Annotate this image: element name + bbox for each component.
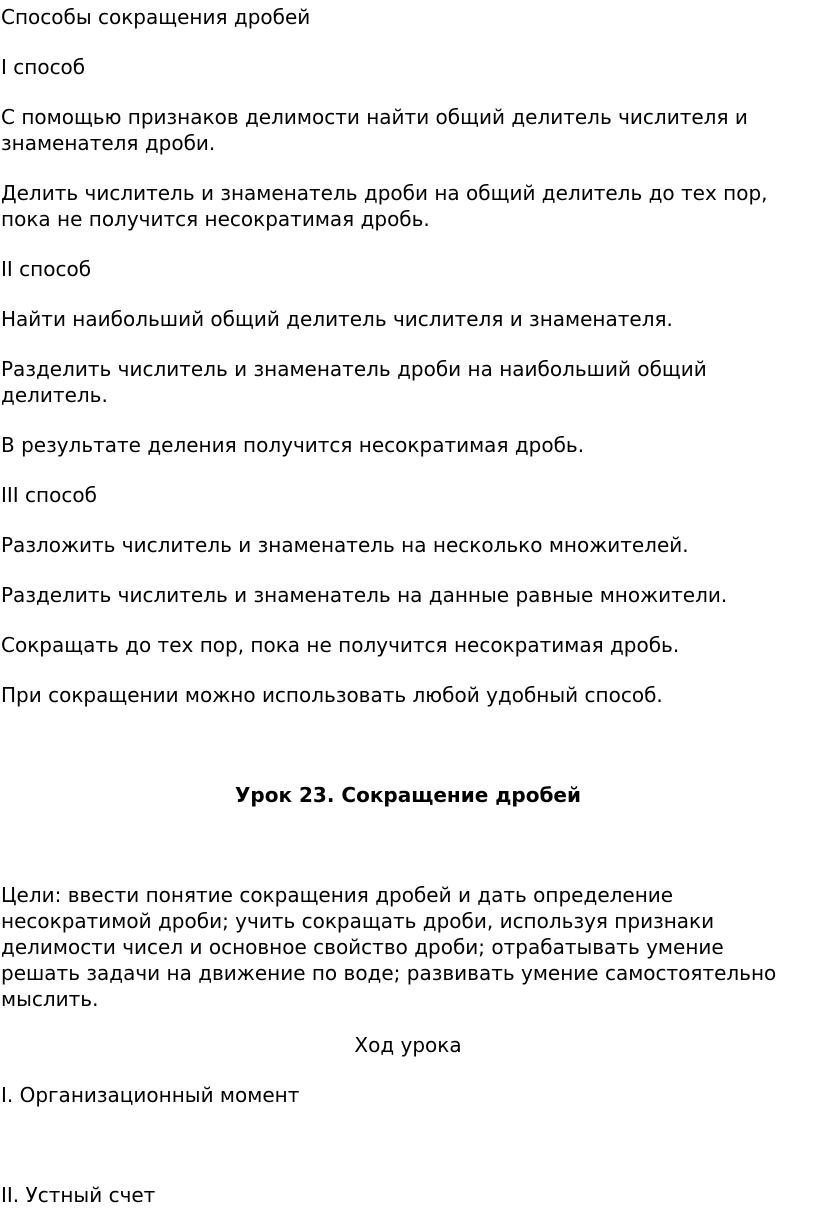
goals-line-1: Цели: ввести понятие сокращения дробей и дать определение <box>1 883 674 907</box>
goals-line-2: несократимой дроби; учить сокращать дроби, используя признаки <box>1 909 715 933</box>
lesson-title: Урок 23. Сокращение дробей <box>235 783 581 807</box>
method-2-step-1: Найти наибольший общий делитель числителя и знаменателя. <box>1 307 673 331</box>
stage-1: I. Организационный момент <box>1 1083 300 1107</box>
method-2-step-2-line-2: делитель. <box>1 383 108 407</box>
method-2-step-2-line-1: Разделить числитель и знаменатель дроби на наибольший общий <box>1 357 707 381</box>
method-2-heading: II способ <box>1 257 92 281</box>
goals-line-3: делимости чисел и основное свойство дроби; отрабатывать умение <box>1 935 724 959</box>
method-1-step-2-line-1: Делить числитель и знаменатель дроби на общий делитель до тех пор, <box>1 181 768 205</box>
method-3-step-3: Сокращать до тех пор, пока не получится несократимая дробь. <box>1 633 680 657</box>
method-3-heading: III способ <box>1 483 97 507</box>
document-title: Способы сокращения дробей <box>1 5 311 29</box>
method-1-step-1-line-1: С помощью признаков делимости найти общий делитель числителя и <box>1 105 748 129</box>
method-1-step-1-line-2: знаменателя дроби. <box>1 131 216 155</box>
note: При сокращении можно использовать любой удобный способ. <box>1 683 663 707</box>
method-1-heading: I способ <box>1 55 86 79</box>
goals-line-5: мыслить. <box>1 987 99 1011</box>
method-2-step-3: В результате деления получится несократимая дробь. <box>1 433 585 457</box>
lesson-flow-heading: Ход урока <box>354 1033 462 1057</box>
method-3-step-2: Разделить числитель и знаменатель на данные равные множители. <box>1 583 728 607</box>
stage-2: II. Устный счет <box>1 1183 156 1207</box>
method-1-step-2-line-2: пока не получится несократимая дробь. <box>1 207 430 231</box>
method-3-step-1: Разложить числитель и знаменатель на несколько множителей. <box>1 533 689 557</box>
goals-line-4: решать задачи на движение по воде; развивать умение самостоятельно <box>1 961 777 985</box>
